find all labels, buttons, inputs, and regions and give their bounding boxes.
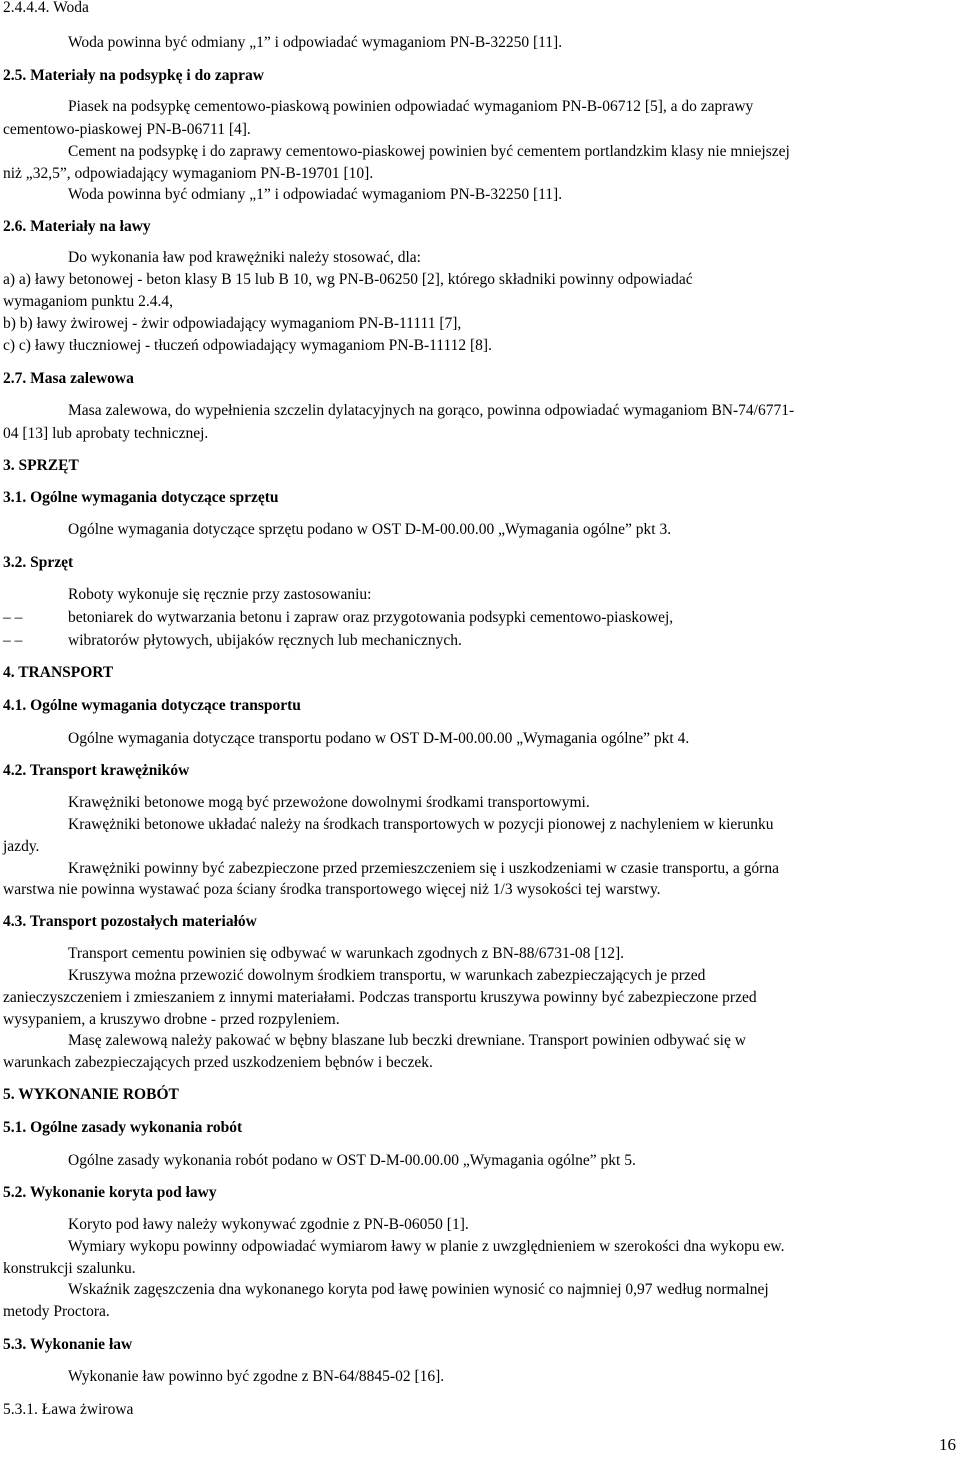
bullet-dash: – – [3,609,23,626]
paragraph: Woda powinna być odmiany „1” i odpowiadać wymaganiom PN-B-32250 [11]. [68,186,563,203]
paragraph: Masę zalewową należy pakować w bębny blaszane lub beczki drewniane. Transport powinien odbywać się w [68,1032,746,1049]
heading-2-6: 2.6. Materiały na ławy [3,218,151,235]
heading-5-1: 5.1. Ogólne zasady wykonania robót [3,1119,243,1136]
paragraph: konstrukcji szalunku. [3,1260,136,1277]
paragraph: jazdy. [3,838,40,855]
page-number: 16 [939,1435,956,1454]
list-item: c) c) ławy tłuczniowej - tłuczeń odpowiadający wymaganiom PN-B-11112 [8]. [3,337,492,354]
heading-5-3-1: 5.3.1. Ława żwirowa [3,1401,134,1418]
paragraph: Roboty wykonuje się ręcznie przy zastosowaniu: [68,586,372,603]
paragraph: Ogólne wymagania dotyczące sprzętu podano w OST D-M-00.00.00 „Wymagania ogólne” pkt 3. [68,521,672,538]
paragraph: Ogólne zasady wykonania robót podano w OST D-M-00.00.00 „Wymagania ogólne” pkt 5. [68,1152,636,1169]
paragraph: Kruszywa można przewozić dowolnym środkiem transportu, w warunkach zabezpieczających je przed [68,967,706,984]
heading-2-4-4-4: 2.4.4.4. Woda [3,0,89,16]
paragraph: warunkach zabezpieczających przed uszkodzeniem bębnów i beczek. [3,1054,433,1071]
heading-4-1: 4.1. Ogólne wymagania dotyczące transportu [3,697,301,714]
heading-4-2: 4.2. Transport krawężników [3,762,190,779]
list-item: betoniarek do wytwarzania betonu i zapraw oraz przygotowania podsypki cementowo-piaskowej, [68,609,674,626]
heading-4-3: 4.3. Transport pozostałych materiałów [3,913,257,930]
heading-2-5: 2.5. Materiały na podsypkę i do zapraw [3,67,264,84]
heading-2-7: 2.7. Masa zalewowa [3,370,134,387]
paragraph: niż „32,5”, odpowiadający wymaganiom PN-B-19701 [10]. [3,165,374,182]
paragraph: wysypaniem, a kruszywo drobne - przed rozpyleniem. [3,1011,340,1028]
paragraph: Koryto pod ławy należy wykonywać zgodnie z PN-B-06050 [1]. [68,1216,469,1233]
paragraph: Ogólne wymagania dotyczące transportu podano w OST D-M-00.00.00 „Wymagania ogólne” pkt 4. [68,730,690,747]
paragraph: Wskaźnik zagęszczenia dna wykonanego koryta pod ławę powinien wynosić co najmniej 0,97 według normalnej [68,1281,769,1298]
list-item: wibratorów płytowych, ubijaków ręcznych lub mechanicznych. [68,632,462,649]
paragraph: Masa zalewowa, do wypełnienia szczelin dylatacyjnych na gorąco, powinna odpowiadać wymaganiom BN-74/6771- [68,402,795,419]
heading-5-3: 5.3. Wykonanie ław [3,1336,133,1353]
paragraph: Cement na podsypkę i do zaprawy cementowo-piaskowej powinien być cementem portlandzkim klasy nie mniejszej [68,143,790,160]
heading-3-2: 3.2. Sprzęt [3,554,74,571]
paragraph: Do wykonania ław pod krawężniki należy stosować, dla: [68,249,421,266]
paragraph: Transport cementu powinien się odbywać w warunkach zgodnych z BN-88/6731-08 [12]. [68,945,625,962]
bullet-dash: – – [3,632,23,649]
paragraph: zanieczyszczeniem i zmieszaniem z innymi materiałami. Podczas transportu kruszywa powinny być zabezpieczone przed [3,989,757,1006]
paragraph: Krawężniki powinny być zabezpieczone przed przemieszczeniem się i uszkodzeniami w czasie transportu, a górna [68,860,779,877]
list-item: b) b) ławy żwirowej - żwir odpowiadający wymaganiom PN-B-11111 [7], [3,315,462,332]
heading-5: 5. WYKONANIE ROBÓT [3,1086,179,1103]
heading-3-1: 3.1. Ogólne wymagania dotyczące sprzętu [3,489,279,506]
paragraph: 04 [13] lub aprobaty technicznej. [3,425,209,442]
paragraph: Wymiary wykopu powinny odpowiadać wymiarom ławy w planie z uwzględnieniem w szerokości dna wykopu ew. [68,1238,785,1255]
paragraph: Wykonanie ław powinno być zgodne z BN-64/8845-02 [16]. [68,1368,445,1385]
heading-3: 3. SPRZĘT [3,457,79,474]
paragraph: Woda powinna być odmiany „1” i odpowiadać wymaganiom PN-B-32250 [11]. [68,34,563,51]
paragraph: Krawężniki betonowe układać należy na środkach transportowych w pozycji pionowej z nachyleniem w kierunku [68,816,774,833]
paragraph: Piasek na podsypkę cementowo-piaskową powinien odpowiadać wymaganiom PN-B-06712 [5], a do zaprawy [68,98,754,115]
heading-5-2: 5.2. Wykonanie koryta pod ławy [3,1184,217,1201]
list-item: a) a) ławy betonowej - beton klasy B 15 lub B 10, wg PN-B-06250 [2], którego składniki powinny odpowiadać [3,271,693,288]
paragraph: Krawężniki betonowe mogą być przewożone dowolnymi środkami transportowymi. [68,794,590,811]
list-item-continuation: wymaganiom punktu 2.4.4, [3,293,174,310]
paragraph: warstwa nie powinna wystawać poza ściany środka transportowego więcej niż 1/3 wysokości tej warstwy. [3,881,661,898]
heading-4: 4. TRANSPORT [3,664,114,681]
paragraph: metody Proctora. [3,1303,110,1320]
paragraph: cementowo-piaskowej PN-B-06711 [4]. [3,121,251,138]
